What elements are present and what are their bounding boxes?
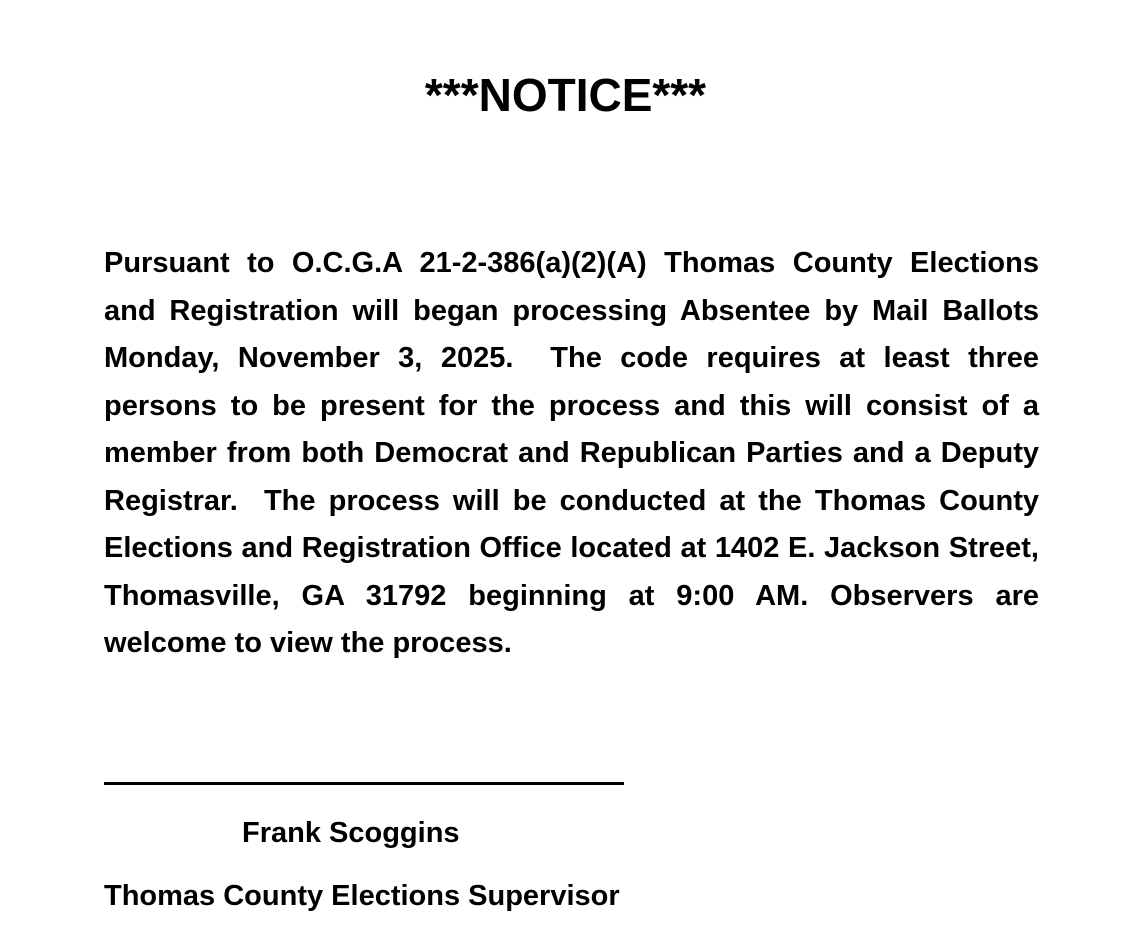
signature-line (104, 782, 624, 785)
signer-title: Thomas County Elections Supervisor (104, 880, 620, 912)
notice-body: Pursuant to O.C.G.A 21-2-386(a)(2)(A) Thomas County Elections and Registration will began processing Absentee by Mail Ballots Monday, November 3, 2025. The code requires at least three persons to be present for the process and this will consist of a member from both Democrat and Republican Parties and a Deputy Registrar. The process will be conducted at the Thomas County Elections and Registration Office located at 1402 E. Jackson Street, Thomasville, GA 31792 beginning at 9:00 AM. Observers are welcome to view the process. (104, 247, 1048, 659)
signer-name: Frank Scoggins (242, 817, 460, 849)
notice-title: ***NOTICE*** (424, 69, 707, 121)
